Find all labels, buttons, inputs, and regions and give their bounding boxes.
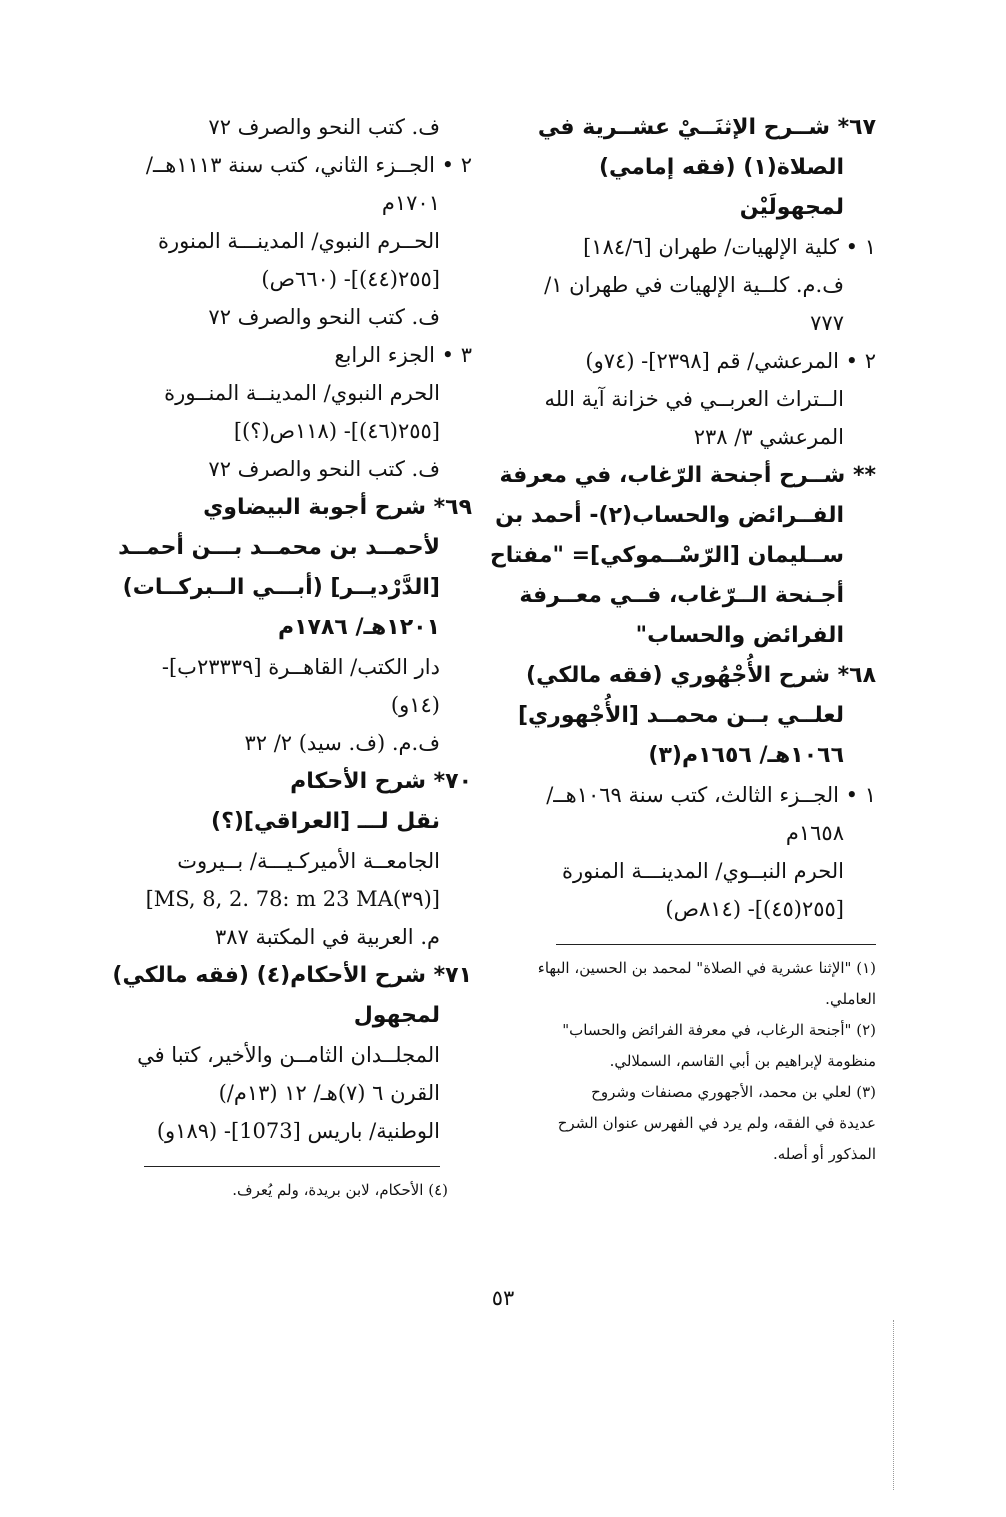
text-line: لعلــي بــن محمــد [الأُجْهوري] [517,703,844,728]
text-line: ١٢٠١هـ/ ١٧٨٦م [277,615,440,640]
text-line: ٧١* شرح الأحكام(٤) (فقه مالكي) [112,963,472,988]
text-line: المجلــدان الثامــن والأخير، كتبا في [137,1043,440,1067]
page-number: ٥٣ [491,1286,515,1310]
footnote-line: منظومة لإبراهيم بن أبي القاسم، السملالي. [609,1052,876,1070]
footnote-separator [144,1166,440,1167]
text-line: (١٤و) [390,693,440,717]
text-line: ف. كتب النحو والصرف ٧٢ [208,115,440,139]
text-line: ف. كتب النحو والصرف ٧٢ [208,457,440,481]
text-line: ٦٩* شرح أجوبة البيضاوي [203,495,472,520]
text-line: الجامعــة الأميركـيـــة/ بــيروت [177,849,440,873]
text-line: ** شــرح أجنحة الرّغاب، في معرفة [499,463,876,488]
text-line: ١٠٦٦هـ/ ١٦٥٦م(٣) [648,743,844,768]
text-line: دار الكتب/ القاهــرة [٢٣٣٣٩ب]- [161,655,440,679]
text-line: المرعشي ٣/ ٢٣٨ [693,425,844,449]
text-line: ٦٧* شــرح الإثنَــيْ عشــرية في [537,115,876,140]
text-line: الفرائض والحساب" [635,623,844,648]
text-line: ١ • كلية الإلهيات/ طهران [١٨٤/٦] [583,235,876,259]
scan-edge-mark [883,1320,894,1490]
text-line: ١ • الجــزء الثالث، كتب سنة ١٠٦٩هــ/ [546,783,876,807]
text-line: ف. كتب النحو والصرف ٧٢ [208,305,440,329]
footnote-line: (٤) الأحكام، لابن بريدة، ولم يُعرف. [232,1181,448,1199]
footnote-separator [556,944,876,945]
left-footnotes [137,1175,472,1206]
text-line: ســليمان [الرّسْــموكي]= "مفتاح [489,543,844,568]
footnote-line: (٣) لعلي بن محمد، الأجهوري مصنفات وشروح [591,1083,876,1101]
text-line: ٧٠* شرح الأحكام [290,769,472,794]
text-line: الفــرائض والحساب(٢)- أحمد بن [495,503,844,528]
text-line: ف.م. كلــية الإلهيات في طهران ١/ [544,273,844,297]
text-line: [٢٥٥(٤٥)]- (٨١٤ص) [665,897,844,921]
text-line: [الدَّرْديــر] (أبـــي الــبركــات) [122,575,440,600]
text-line: ١٧٠١م [381,191,440,215]
text-line: القرن ٦ (٧)هـ/ ١٢ (١٣م/) [218,1081,440,1105]
text-line: لمجهولَيْن [739,195,844,220]
text-line: الحرم النبــوي/ المدينـــة المنورة [562,859,844,883]
text-line: ف.م. (ف. سيد) ٢/ ٣٢ [244,731,440,755]
text-line: م. العربية في المكتبة ٣٨٧ [214,925,440,949]
text-line: ٦٨* شرح الأُجْهُوري (فقه مالكي) [526,663,876,688]
text-line: نقل لـــ [العراقي](؟) [211,809,440,834]
text-line: ٣ • الجزء الرابع [334,343,472,367]
text-line: أجـنحة الــرّغاب، فــي معــرفة [519,583,844,608]
text-line: لأحمــد بن محمــد بـــن أحمــد [118,535,440,560]
text-line: [(٣٩)MS, 8, 2. 78: m 23 MA] [145,887,440,911]
footnote-line: المذكور أو أصله. [772,1145,876,1163]
text-line: ١٦٥٨م [785,821,844,845]
text-line: الــتراث العربــي في خزانة آية الله [544,387,844,411]
text-line: الحرم النبوي/ المدينــة المنــورة [164,381,440,405]
text-line: لمجهول [353,1003,440,1028]
text-line: الصلاة(١) (فقه إمامي) [598,155,844,180]
right-column-lines [489,108,876,928]
right-column [489,108,876,1170]
text-line: ٧٧٧ [810,311,844,335]
right-footnotes [494,953,876,1170]
text-line: [٢٥٥(٤٤)]- (٦٦٠ص) [261,267,440,291]
footnote-line: عديدة في الفقه، ولم يرد في الفهرس عنوان الشرح [557,1114,876,1132]
text-line: [٢٥٥(٤٦)]- (١١٨ص(؟)] [233,419,440,443]
left-column [112,108,472,1206]
text-line: الوطنية/ باريس [1073]- (١٨٩و) [156,1119,440,1143]
footnote-line: (١) "الإثنا عشرية في الصلاة" لمحمد بن الحسين، البهاء [537,959,876,977]
left-column-lines [112,108,472,1150]
text-line: ٢ • المرعشي/ قم [٢٣٩٨]- (٧٤و) [585,349,876,373]
text-line: ٢ • الجــزء الثاني، كتب سنة ١١١٣هــ/ [145,153,472,177]
footnote-line: العاملي. [825,990,876,1008]
footnote-line: (٢) "أجنحة الرغاب، في معرفة الفرائض والحساب" [562,1021,876,1039]
text-line: الحــرم النبوي/ المدينـــة المنورة [158,229,440,253]
